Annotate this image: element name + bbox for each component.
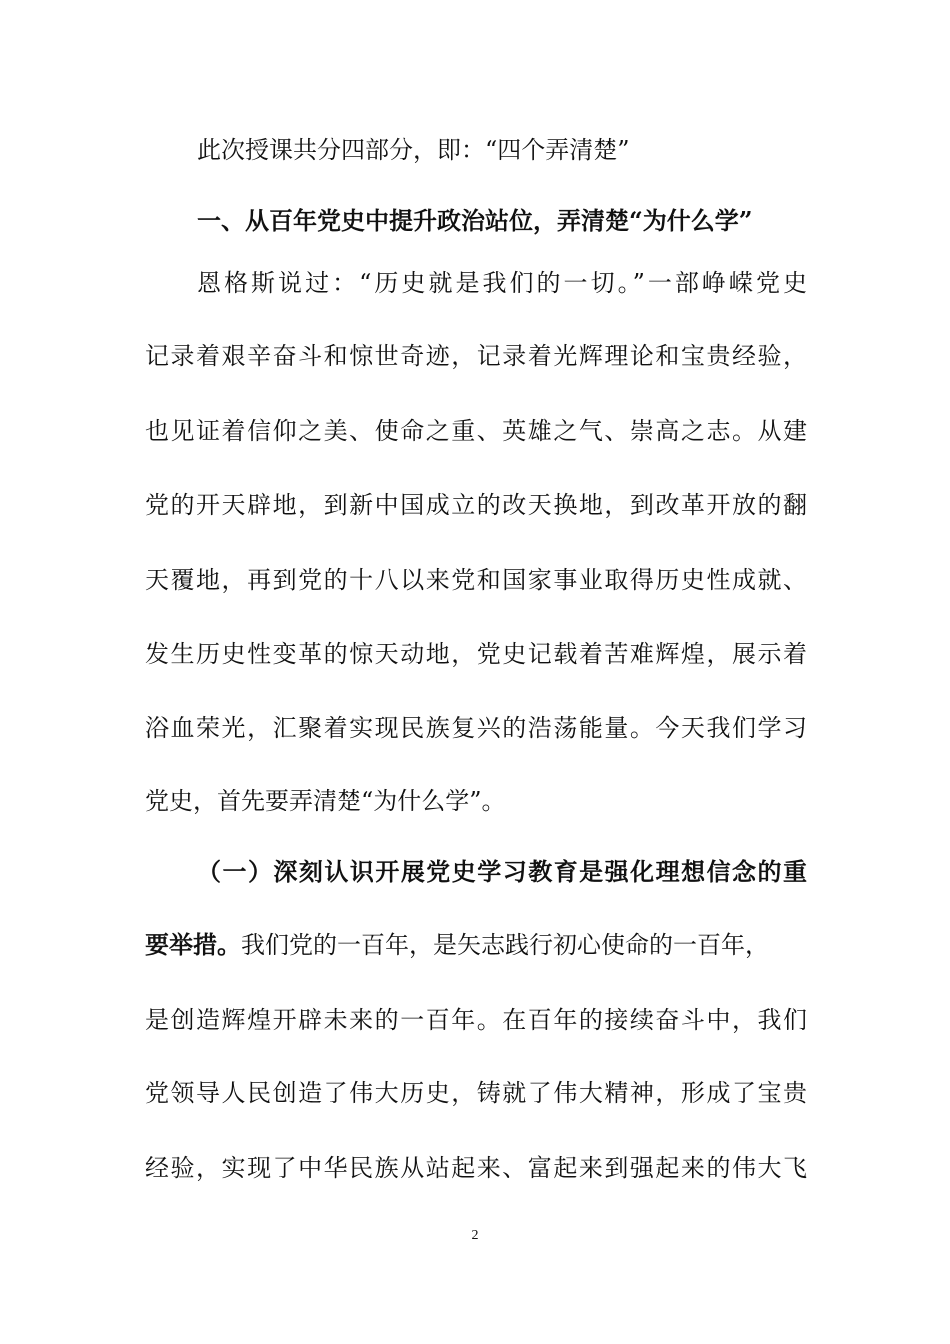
paragraph-line: 也见证着信仰之美、使命之重、英雄之气、崇高之志。从建 — [145, 417, 807, 445]
paragraph-line: 天覆地，再到党的十八以来党和国家事业取得历史性成就、 — [145, 566, 807, 594]
paragraph-line: 恩格斯说过：“历史就是我们的一切。”一部峥嵘党史 — [197, 269, 807, 297]
paragraph-line: 经验，实现了中华民族从站起来、富起来到强起来的伟大飞 — [145, 1154, 807, 1182]
paragraph-line: 是创造辉煌开辟未来的一百年。在百年的接续奋斗中，我们 — [145, 1006, 807, 1034]
section-heading: 一、从百年党史中提升政治站位，弄清楚“为什么学” — [197, 206, 753, 235]
paragraph-text: 我们党的一百年，是矢志践行初心使命的一百年， — [241, 931, 769, 959]
paragraph-line: 记录着艰辛奋斗和惊世奇迹，记录着光辉理论和宝贵经验， — [145, 342, 807, 370]
paragraph-line: 发生历史性变革的惊天动地，党史记载着苦难辉煌，展示着 — [145, 640, 807, 668]
subsection-heading: （一）深刻认识开展党史学习教育是强化理想信念的重 — [197, 857, 807, 886]
paragraph-line: 浴血荣光，汇聚着实现民族复兴的浩荡能量。今天我们学习 — [145, 714, 807, 742]
paragraph-line: 党史，首先要弄清楚“为什么学”。 — [145, 787, 506, 815]
paragraph-line: 党领导人民创造了伟大历史，铸就了伟大精神，形成了宝贵 — [145, 1079, 807, 1107]
paragraph-line: 党的开天辟地，到新中国成立的改天换地，到改革开放的翻 — [145, 491, 807, 519]
subsection-heading-end: 要举措。 — [145, 930, 241, 959]
subsection-heading-continuation — [145, 929, 807, 961]
page-number: 2 — [471, 1228, 479, 1243]
intro-line: 此次授课共分四部分，即：“四个弄清楚” — [197, 136, 630, 164]
